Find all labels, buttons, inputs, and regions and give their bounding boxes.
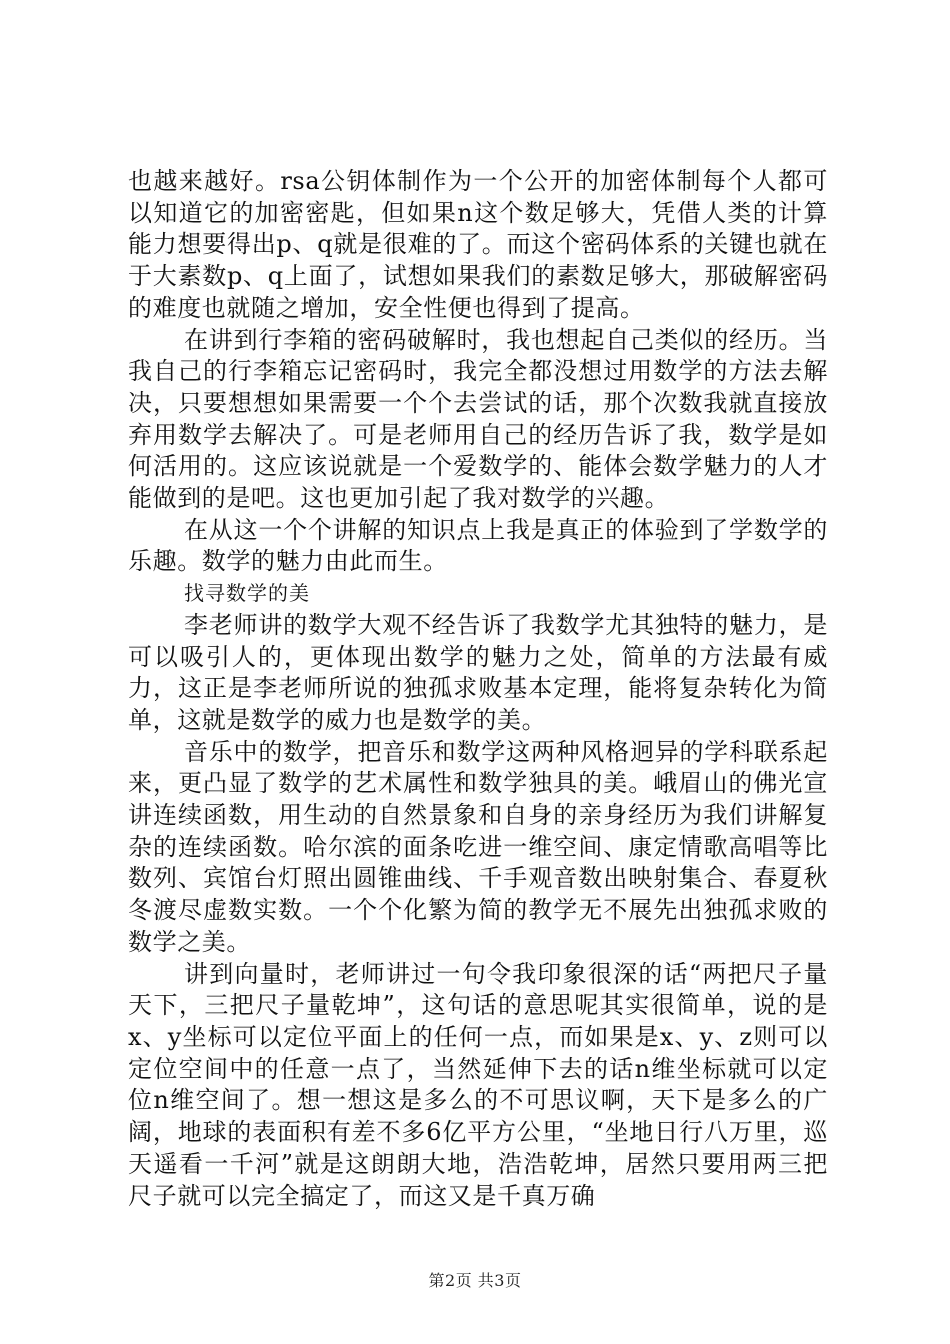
paragraph-math-overview: 李老师讲的数学大观不经告诉了我数学尤其独特的魅力，是可以吸引人的，更体现出数学的魅力之处，简单的方法最有威力，这正是李老师所说的独孤求败基本定理，能将复杂转化为简单，这就是数学的威力也是数学的美。	[128, 610, 828, 734]
page-number-footer: 第2页 共3页	[428, 1271, 522, 1290]
paragraph-math-fun: 在从这一个个讲解的知识点上我是真正的体验到了学数学的乐趣。数学的魅力由此而生。	[128, 515, 828, 576]
document-body	[128, 166, 828, 1212]
paragraph-vectors: 讲到向量时，老师讲过一句令我印象很深的话“两把尺子量天下，三把尺子量乾坤”，这句话的意思呢其实很简单，说的是x、y坐标可以定位平面上的任何一点，而如果是x、y、z则可以定位空间中的任意一点了，当然延伸下去的话n维坐标就可以定位n维空间了。想一想这是多么的不可思议啊，天下是多么的广阔，地球的表面积有差不多6亿平方公里，“坐地日行八万里，巡天遥看一千河”就是这朗朗大地，浩浩乾坤，居然只要用两三把尺子就可以完全搞定了，而这又是千真万确	[128, 959, 828, 1210]
paragraph-music-math: 音乐中的数学，把音乐和数学这两种风格迥异的学科联系起来，更凸显了数学的艺术属性和数学独具的美。峨眉山的佛光宣讲连续函数，用生动的自然景象和自身的亲身经历为我们讲解复杂的连续函数。哈尔滨的面条吃进一维空间、康定情歌高唱等比数列、宾馆台灯照出圆锥曲线、千手观音数出映射集合、春夏秋冬渡尽虚数实数。一个个化繁为简的教学无不展先出独孤求败的数学之美。	[128, 737, 828, 956]
paragraph-rsa-continuation: 也越来越好。rsa公钥体制作为一个公开的加密体制每个人都可以知道它的加密密匙，但如果n这个数足够大，凭借人类的计算能力想要得出p、q就是很难的了。而这个密码体系的关键也就在于大素数p、q上面了，试想如果我们的素数足够大，那破解密码的难度也就随之增加，安全性便也得到了提高。	[128, 167, 828, 322]
section-heading: 找寻数学的美	[184, 581, 310, 606]
paragraph-luggage-password: 在讲到行李箱的密码破解时，我也想起自己类似的经历。当我自己的行李箱忘记密码时，我完全都没想过用数学的方法去解决，只要想想如果需要一个个去尝试的话，那个次数我就直接放弃用数学去解决了。可是老师用自己的经历告诉了我，数学是如何活用的。这应该说就是一个爱数学的、能体会数学魅力的人才能做到的是吧。这也更加引起了我对数学的兴趣。	[128, 325, 828, 513]
